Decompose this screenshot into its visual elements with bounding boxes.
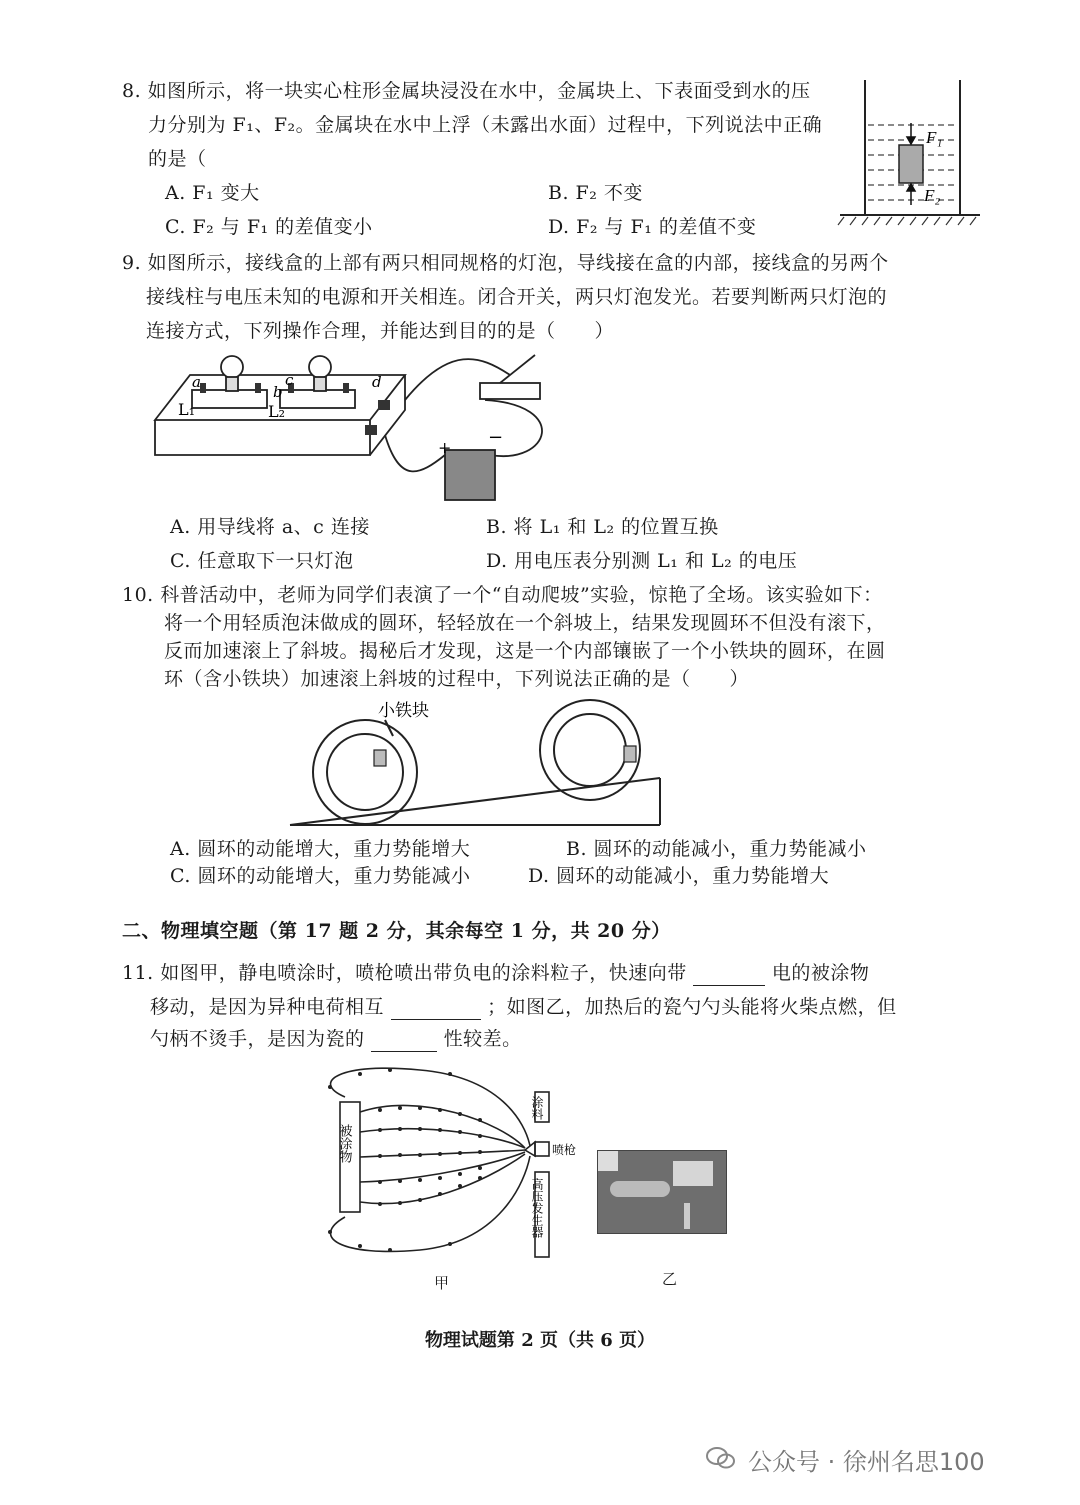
page-footer: 物理试题第 2 页（共 6 页）	[424, 1330, 656, 1351]
q11-line1-text-b: 电的被涂物	[771, 962, 870, 984]
q9-fig-label-b: b	[273, 383, 283, 401]
q10-line4: 环（含小铁块）加速滚上斜坡的过程中，下列说法正确的是（ ）	[164, 668, 750, 690]
section-2-title: 二、物理填空题（第 17 题 2 分，其余每空 1 分，共 20 分）	[122, 920, 671, 942]
q8-line2: 力分别为 F₁、F₂。金属块在水中上浮（未露出水面）过程中，下列说法中正确	[148, 114, 823, 136]
q11-figure-jia-electrostatic-spraying	[300, 1062, 590, 1262]
q11-blank-1[interactable]	[693, 965, 765, 986]
q11-blank-2[interactable]	[391, 999, 481, 1020]
q8-option-d: D. F₂ 与 F₁ 的差值不变	[548, 216, 757, 238]
q9-option-c: C. 任意取下一只灯泡	[170, 550, 354, 572]
q9-fig-label-plus: +	[438, 438, 452, 457]
q8-figure-water-container	[840, 75, 980, 235]
q10-figure-ring-on-slope	[290, 700, 670, 830]
q9-fig-label-a: a	[192, 373, 201, 391]
q8-line3: 的是（	[148, 148, 207, 170]
q9-option-a: A. 用导线将 a、c 连接	[170, 516, 370, 538]
q11-line2-text-a: 移动，是因为异种电荷相互	[150, 996, 385, 1018]
q8-fig-label-f1: F₁	[926, 128, 943, 147]
q8-option-c: C. F₂ 与 F₁ 的差值变小	[165, 216, 373, 238]
q11-caption-yi: 乙	[662, 1270, 678, 1288]
q11-line3	[150, 1026, 522, 1052]
q8-line1: 8. 如图所示，将一块实心柱形金属块浸没在水中，金属块上、下表面受到水的压	[122, 80, 811, 102]
q11-line2-text-b: ；如图乙，加热后的瓷勺勺头能将火柴点燃，但	[487, 996, 897, 1018]
q9-figure-junction-box-circuit	[150, 345, 570, 510]
q9-fig-label-minus: −	[488, 427, 504, 448]
q11-line1-text-a: 11. 如图甲，静电喷涂时，喷枪喷出带负电的涂料粒子，快速向带	[122, 962, 687, 984]
q9-line1: 9. 如图所示，接线盒的上部有两只相同规格的灯泡，导线接在盒的内部，接线盒的另两个	[122, 252, 889, 274]
watermark-text: 公众号 · 徐州名思100	[748, 1448, 985, 1476]
q11-fig-label-object: 被涂物	[336, 1124, 352, 1163]
q10-line1: 10. 科普活动中，老师为同学们表演了一个“自动爬坡”实验，惊艳了全场。该实验如下：	[122, 584, 883, 606]
q10-option-d: D. 圆环的动能减小，重力势能增大	[528, 865, 830, 887]
q11-fig-label-hv-generator: 高压发生器	[530, 1178, 544, 1238]
q11-fig-label-gun: 喷枪	[552, 1143, 577, 1157]
q9-option-b: B. 将 L₁ 和 L₂ 的位置互换	[486, 516, 719, 538]
q9-option-d: D. 用电压表分别测 L₁ 和 L₂ 的电压	[486, 550, 798, 572]
q9-fig-label-l2: L₂	[268, 402, 286, 421]
q11-blank-3[interactable]	[371, 1031, 437, 1052]
q11-caption-jia: 甲	[434, 1274, 450, 1292]
q10-option-a: A. 圆环的动能增大，重力势能增大	[170, 838, 471, 860]
q10-option-b: B. 圆环的动能减小，重力势能减小	[566, 838, 867, 860]
q9-fig-label-d: d	[372, 373, 382, 391]
q9-line2: 接线柱与电压未知的电源和开关相连。闭合开关，两只灯泡发光。若要判断两只灯泡的	[146, 286, 888, 308]
q8-option-a: A. F₁ 变大	[165, 182, 260, 204]
q10-line3: 反而加速滚上了斜坡。揭秘后才发现，这是一个内部镶嵌了一个小铁块的圆环，在圆	[164, 640, 886, 662]
wechat-icon	[706, 1446, 736, 1470]
q10-line2: 将一个用轻质泡沫做成的圆环，轻轻放在一个斜坡上，结果发现圆环不但没有滚下，	[164, 612, 886, 634]
q10-option-c: C. 圆环的动能增大，重力势能减小	[170, 865, 471, 887]
q11-figure-yi-photo	[597, 1150, 727, 1234]
q9-fig-label-l1: L₁	[178, 400, 196, 419]
q10-fig-label-iron-block: 小铁块	[378, 701, 429, 721]
q11-fig-label-paint: 涂料	[530, 1096, 544, 1120]
q8-option-b: B. F₂ 不变	[548, 182, 643, 204]
q9-fig-label-c: c	[285, 371, 294, 389]
q11-line2	[150, 994, 897, 1020]
q11-line3-text-a: 勺柄不烫手，是因为瓷的	[150, 1028, 365, 1050]
q11-line3-text-b: 性较差。	[443, 1028, 522, 1050]
q11-line1	[122, 960, 869, 986]
q8-fig-label-f2: F₂	[924, 186, 941, 205]
q9-line3: 连接方式，下列操作合理，并能达到目的的是（ ）	[146, 320, 615, 342]
